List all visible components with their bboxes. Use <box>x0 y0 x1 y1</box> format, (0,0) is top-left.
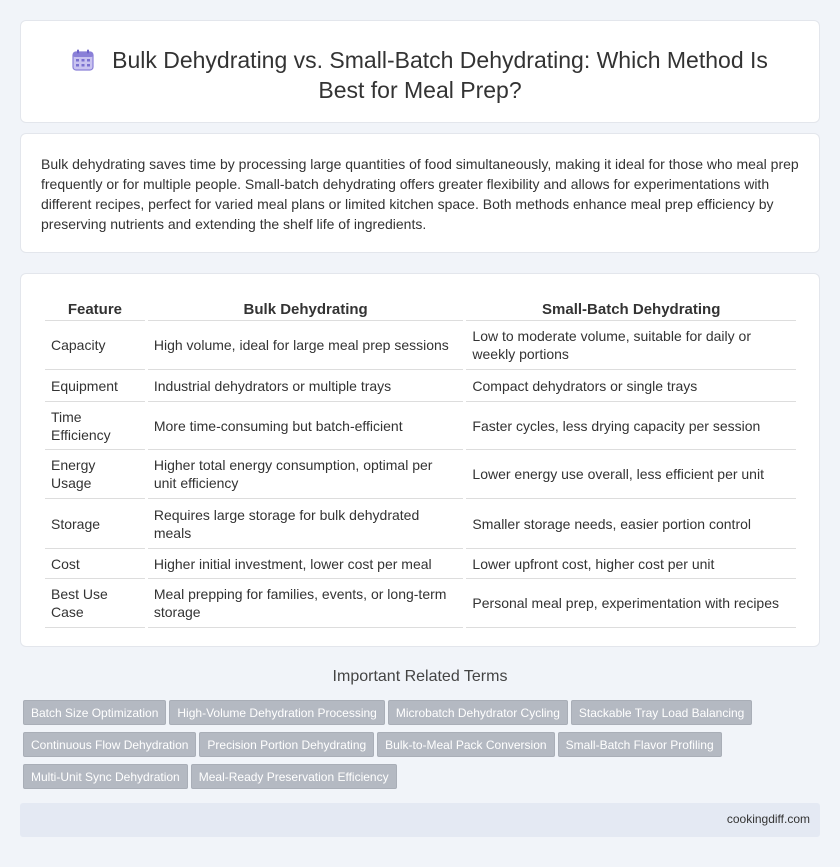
term-tag[interactable]: Batch Size Optimization <box>23 700 166 725</box>
cell-feature: Energy Usage <box>45 450 145 499</box>
page-title: Bulk Dehydrating vs. Small-Batch Dehydrating: Which Method Is Best for Meal Prep? <box>112 47 768 103</box>
table-row <box>45 402 796 450</box>
header-feature: Feature <box>45 294 145 321</box>
cell-small-batch: Low to moderate volume, suitable for daily or weekly portions <box>466 321 796 370</box>
intro-card <box>20 133 820 253</box>
footer <box>20 803 820 837</box>
table-header-row <box>45 294 796 321</box>
comparison-card <box>20 273 820 647</box>
cell-small-batch: Lower upfront cost, higher cost per unit <box>466 549 796 579</box>
related-terms-title: Important Related Terms <box>332 668 508 685</box>
cell-bulk: Meal prepping for families, events, or long-term storage <box>148 579 464 628</box>
related-terms-list <box>23 700 803 796</box>
table-row <box>45 370 796 402</box>
cell-bulk: Requires large storage for bulk dehydrated meals <box>148 499 464 549</box>
cell-bulk: High volume, ideal for large meal prep sessions <box>148 321 464 370</box>
cell-small-batch: Personal meal prep, experimentation with recipes <box>466 579 796 628</box>
cell-small-batch: Lower energy use overall, less efficient per unit <box>466 450 796 499</box>
cell-bulk: More time-consuming but batch-efficient <box>148 402 464 450</box>
cell-feature: Storage <box>45 499 145 549</box>
term-tag[interactable]: High-Volume Dehydration Processing <box>169 700 384 725</box>
cell-feature: Cost <box>45 549 145 579</box>
table-row <box>45 450 796 499</box>
intro-paragraph: Bulk dehydrating saves time by processing large quantities of food simultaneously, making it ideal for those who meal prep frequently or for multiple people. Small-batch dehydrating offers greater flexibility and allows for experimentations with different recipes, perfect for varied meal plans or limited kitchen space. Both methods enhance meal prep efficiency by preserving nutrients and extending the shelf life of ingredients. <box>41 156 799 232</box>
term-tag[interactable]: Precision Portion Dehydrating <box>199 732 374 757</box>
cell-bulk: Higher total energy consumption, optimal per unit efficiency <box>148 450 464 499</box>
cell-feature: Equipment <box>45 370 145 402</box>
cell-feature: Best Use Case <box>45 579 145 628</box>
cell-small-batch: Compact dehydrators or single trays <box>466 370 796 402</box>
calendar-icon <box>72 49 94 71</box>
cell-small-batch: Smaller storage needs, easier portion control <box>466 499 796 549</box>
header-bulk: Bulk Dehydrating <box>148 294 464 321</box>
cell-bulk: Higher initial investment, lower cost per meal <box>148 549 464 579</box>
term-tag[interactable]: Meal-Ready Preservation Efficiency <box>191 764 397 789</box>
term-tag[interactable]: Stackable Tray Load Balancing <box>571 700 752 725</box>
term-tag[interactable]: Continuous Flow Dehydration <box>23 732 196 757</box>
title-card <box>20 20 820 123</box>
term-tag[interactable]: Microbatch Dehydrator Cycling <box>388 700 568 725</box>
cell-feature: Capacity <box>45 321 145 370</box>
term-tag[interactable]: Multi-Unit Sync Dehydration <box>23 764 188 789</box>
header-small-batch: Small-Batch Dehydrating <box>466 294 796 321</box>
page-title-wrap <box>61 45 779 105</box>
comparison-table <box>42 294 799 628</box>
table-row <box>45 499 796 549</box>
table-row <box>45 321 796 370</box>
cell-feature: Time Efficiency <box>45 402 145 450</box>
footer-site-link[interactable]: cookingdiff.com <box>726 812 810 826</box>
cell-bulk: Industrial dehydrators or multiple trays <box>148 370 464 402</box>
table-row <box>45 549 796 579</box>
term-tag[interactable]: Small-Batch Flavor Profiling <box>558 732 722 757</box>
table-row <box>45 579 796 628</box>
term-tag[interactable]: Bulk-to-Meal Pack Conversion <box>377 732 554 757</box>
cell-small-batch: Faster cycles, less drying capacity per session <box>466 402 796 450</box>
